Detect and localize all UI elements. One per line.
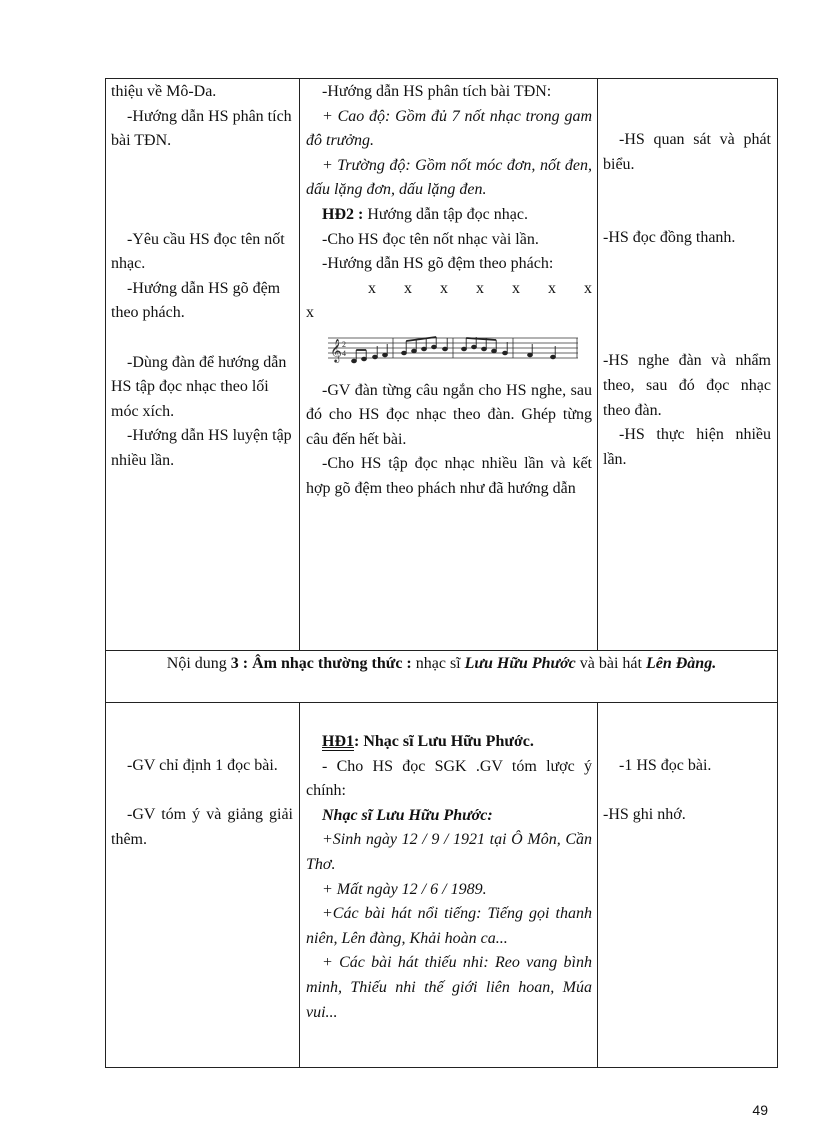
row-divider xyxy=(105,702,778,703)
section-topic: Âm nhạc thường thức : xyxy=(248,655,412,672)
lesson-table xyxy=(105,78,778,1068)
music-staff-image xyxy=(328,332,578,366)
student-activity: -HS ghi nhớ. xyxy=(603,806,686,824)
column-divider xyxy=(597,78,598,650)
song-name: Lên Đàng. xyxy=(645,655,717,672)
table-border-bottom xyxy=(105,1067,778,1068)
activity-heading xyxy=(306,203,592,228)
column-divider xyxy=(597,702,598,1068)
teacher-activity: -Hướng dẫn HS phân tích bài TĐN. xyxy=(111,107,292,150)
section-number: 3 : xyxy=(230,655,249,672)
table-border-top xyxy=(105,78,778,79)
beat-mark: x xyxy=(584,279,592,297)
beat-marks xyxy=(306,277,592,302)
activity-title: Hướng dẫn tập đọc nhạc. xyxy=(367,205,528,223)
beat-mark: x xyxy=(548,279,556,297)
beat-mark: x xyxy=(368,279,376,297)
content-line: -GV đàn từng câu ngắn cho HS nghe, sau đó cho HS đọc nhạc theo đàn. Ghép từng câu đến hết bài. xyxy=(306,381,592,448)
content-line: + Trường độ: Gồm nốt móc đơn, nốt đen, dấu lặng đơn, dấu lặng đen. xyxy=(306,156,592,199)
student-activities-cell xyxy=(603,754,771,828)
beat-mark: x xyxy=(440,279,448,297)
page-number: 49 xyxy=(752,1102,768,1118)
table-border-right xyxy=(777,78,778,1068)
content-line: + Mất ngày 12 / 6 / 1989. xyxy=(322,880,487,898)
section-prefix: Nội dung xyxy=(166,655,231,672)
teacher-activities-cell xyxy=(111,80,293,474)
content-line: - Cho HS đọc SGK .GV tóm lược ý chính: xyxy=(306,757,592,800)
beat-mark: x xyxy=(404,279,412,297)
content-line: +Sinh ngày 12 / 9 / 1921 tại Ô Môn, Cần Thơ. xyxy=(306,831,592,873)
beat-mark: x xyxy=(306,304,314,322)
column-divider xyxy=(299,78,300,650)
content-line: -Cho HS tập đọc nhạc nhiều lần và kết hợp gõ đệm theo phách như đã hướng dẫn xyxy=(306,455,592,497)
teacher-activity: -GV chỉ định 1 đọc bài. xyxy=(127,757,278,774)
svg-text:𝄞: 𝄞 xyxy=(330,339,342,362)
section-title xyxy=(105,650,778,676)
svg-text:2: 2 xyxy=(342,339,346,349)
content-line: -Cho HS đọc tên nốt nhạc vài lần. xyxy=(322,230,539,248)
activity-label: HĐ1 xyxy=(322,733,354,750)
student-activity: -1 HS đọc bài. xyxy=(619,757,712,774)
section-text: nhạc sĩ xyxy=(411,655,465,672)
content-line: -Hướng dẫn HS gõ đệm theo phách: xyxy=(322,255,554,273)
content-line: Nhạc sĩ Lưu Hữu Phước: xyxy=(322,806,493,824)
beat-mark: x xyxy=(512,279,520,297)
student-activity: -HS thực hiện nhiều lần. xyxy=(603,426,771,468)
content-cell xyxy=(306,730,592,1025)
composer-name: Lưu Hữu Phước xyxy=(464,655,576,672)
column-divider xyxy=(299,702,300,1068)
student-activity: -HS đọc đồng thanh. xyxy=(603,229,736,247)
teacher-activity: -Hướng dẫn HS luyện tập nhiều lần. xyxy=(111,427,292,469)
teacher-activity: -Yêu cầu HS đọc tên nốt nhạc. xyxy=(111,230,285,273)
student-activity: -HS nghe đàn và nhẩm theo, sau đó đọc nhạc theo đàn. xyxy=(603,352,771,419)
teacher-activity: -Dùng đàn để hướng dẫn HS tập đọc nhạc theo lối móc xích. xyxy=(111,353,287,420)
svg-text:4: 4 xyxy=(342,348,346,358)
teacher-activities-cell xyxy=(111,754,293,852)
table-border-left xyxy=(105,78,106,1068)
content-cell xyxy=(306,80,592,502)
content-line: -Hướng dẫn HS phân tích bài TĐN: xyxy=(322,83,552,100)
content-line: + Cao độ: Gồm đủ 7 nốt nhạc trong gam đô trưởng. xyxy=(306,107,592,150)
content-line: +Các bài hát nổi tiếng: Tiếng gọi thanh niên, Lên đàng, Khải hoàn ca... xyxy=(306,905,592,947)
activity-title: : Nhạc sĩ Lưu Hữu Phước. xyxy=(354,733,534,750)
content-line: + Các bài hát thiếu nhi: Reo vang bình minh, Thiếu nhi thế giới liên hoan, Múa vui... xyxy=(306,954,592,1021)
teacher-activity: -GV tóm ý và giảng giải thêm. xyxy=(111,806,293,848)
activity-heading xyxy=(306,730,592,755)
beat-mark: x xyxy=(476,279,484,297)
student-activities-cell xyxy=(603,128,771,472)
teacher-activity: thiệu về Mô-Da. xyxy=(111,83,217,100)
activity-label: HĐ2 : xyxy=(322,205,364,223)
student-activity: -HS quan sát và phát biểu. xyxy=(603,131,771,173)
section-text: và bài hát xyxy=(575,655,646,672)
teacher-activity: -Hướng dẫn HS gõ đệm theo phách. xyxy=(111,279,281,322)
